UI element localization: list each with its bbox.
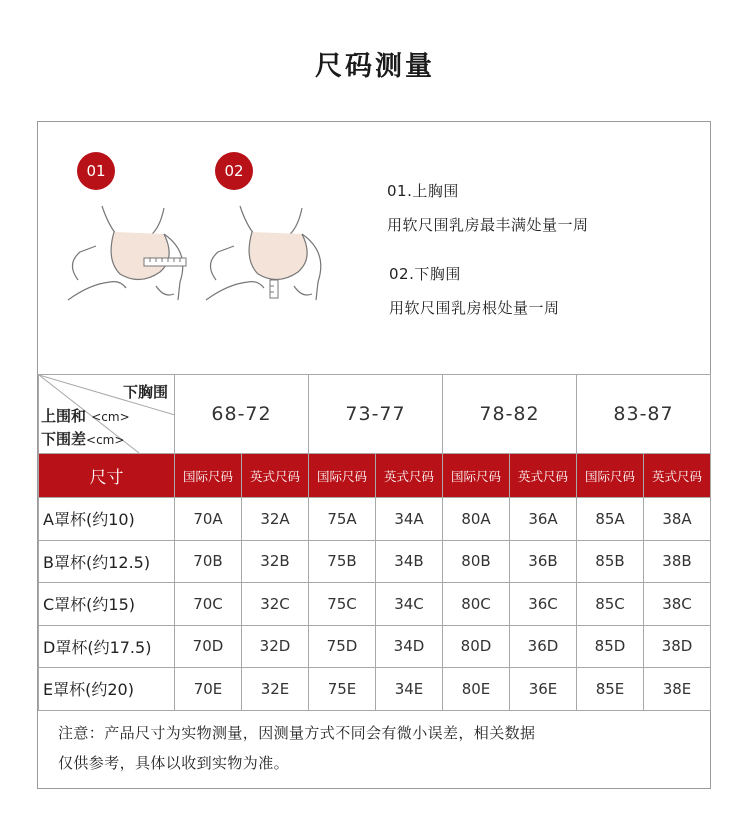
size-chart-frame (37, 121, 711, 789)
range-68-72: 68-72 (175, 375, 309, 454)
under-bust-figure (198, 202, 338, 302)
table-cell: 80D (443, 625, 510, 668)
corner-diff-label: 下围差<cm> (41, 430, 125, 448)
table-cell: 70C (175, 583, 242, 626)
table-cell: 34C (376, 583, 443, 626)
range-header-row (39, 375, 711, 454)
range-73-77: 73-77 (309, 375, 443, 454)
table-cell: 75C (309, 583, 376, 626)
uk-size-header: 英式尺码 (242, 454, 309, 498)
cup-label: B罩杯(约12.5) (39, 540, 175, 583)
upper-bust-desc: 用软尺围乳房最丰满处量一周 (387, 216, 589, 234)
table-cell: 38E (644, 668, 711, 711)
table-cell: 80B (443, 540, 510, 583)
table-cell: 80C (443, 583, 510, 626)
table-cell: 75A (309, 498, 376, 541)
table-cell: 32C (242, 583, 309, 626)
table-cell: 36A (510, 498, 577, 541)
table-cell: 34A (376, 498, 443, 541)
table-cell: 32B (242, 540, 309, 583)
table-cell: 85D (577, 625, 644, 668)
intl-size-header: 国际尺码 (309, 454, 376, 498)
table-cell: 70D (175, 625, 242, 668)
table-cell: 75B (309, 540, 376, 583)
table-cell: 85C (577, 583, 644, 626)
cup-label: E罩杯(约20) (39, 668, 175, 711)
intl-size-header: 国际尺码 (443, 454, 510, 498)
range-83-87: 83-87 (577, 375, 711, 454)
cup-label: D罩杯(约17.5) (39, 625, 175, 668)
disclaimer-note (58, 718, 688, 778)
under-bust-title: 02.下胸围 (389, 265, 461, 283)
table-cell: 70E (175, 668, 242, 711)
table-row (39, 625, 711, 668)
table-cell: 38A (644, 498, 711, 541)
intl-size-header: 国际尺码 (577, 454, 644, 498)
note-line-1: 注意：产品尺寸为实物测量，因测量方式不同会有微小误差，相关数据 (58, 724, 536, 742)
note-line-2: 仅供参考，具体以收到实物为准。 (58, 754, 290, 772)
table-cell: 38D (644, 625, 711, 668)
upper-bust-figure (60, 202, 200, 302)
table-cell: 32A (242, 498, 309, 541)
table-cell: 36E (510, 668, 577, 711)
table-corner-cell (39, 375, 175, 454)
table-cell: 32D (242, 625, 309, 668)
table-cell: 80A (443, 498, 510, 541)
table-row (39, 540, 711, 583)
page-title: 尺码测量 (315, 51, 435, 82)
cup-label: C罩杯(约15) (39, 583, 175, 626)
table-cell: 38B (644, 540, 711, 583)
table-cell: 85B (577, 540, 644, 583)
table-cell: 34B (376, 540, 443, 583)
size-header-row (39, 454, 711, 498)
upper-bust-title: 01.上胸围 (387, 182, 459, 200)
step-badge-02: 02 (215, 152, 253, 190)
table-cell: 85E (577, 668, 644, 711)
table-cell: 80E (443, 668, 510, 711)
range-78-82: 78-82 (443, 375, 577, 454)
table-cell: 75D (309, 625, 376, 668)
table-row (39, 583, 711, 626)
measurement-illustration (38, 122, 710, 374)
table-cell: 38C (644, 583, 711, 626)
table-cell: 34D (376, 625, 443, 668)
uk-size-header: 英式尺码 (376, 454, 443, 498)
intl-size-header: 国际尺码 (175, 454, 242, 498)
table-cell: 36C (510, 583, 577, 626)
table-cell: 36B (510, 540, 577, 583)
table-cell: 34E (376, 668, 443, 711)
table-cell: 36D (510, 625, 577, 668)
table-cell: 85A (577, 498, 644, 541)
cup-label: A罩杯(约10) (39, 498, 175, 541)
table-cell: 70A (175, 498, 242, 541)
size-label: 尺寸 (39, 454, 175, 498)
under-bust-desc: 用软尺围乳房根处量一周 (389, 299, 560, 317)
corner-under-bust-label: 下胸围 (122, 383, 168, 401)
size-table (38, 374, 711, 711)
table-cell: 75E (309, 668, 376, 711)
corner-upper-label: 上围和 <cm> (41, 407, 130, 425)
table-row (39, 668, 711, 711)
uk-size-header: 英式尺码 (644, 454, 711, 498)
uk-size-header: 英式尺码 (510, 454, 577, 498)
step-badge-01: 01 (77, 152, 115, 190)
table-cell: 70B (175, 540, 242, 583)
table-cell: 32E (242, 668, 309, 711)
table-row (39, 498, 711, 541)
